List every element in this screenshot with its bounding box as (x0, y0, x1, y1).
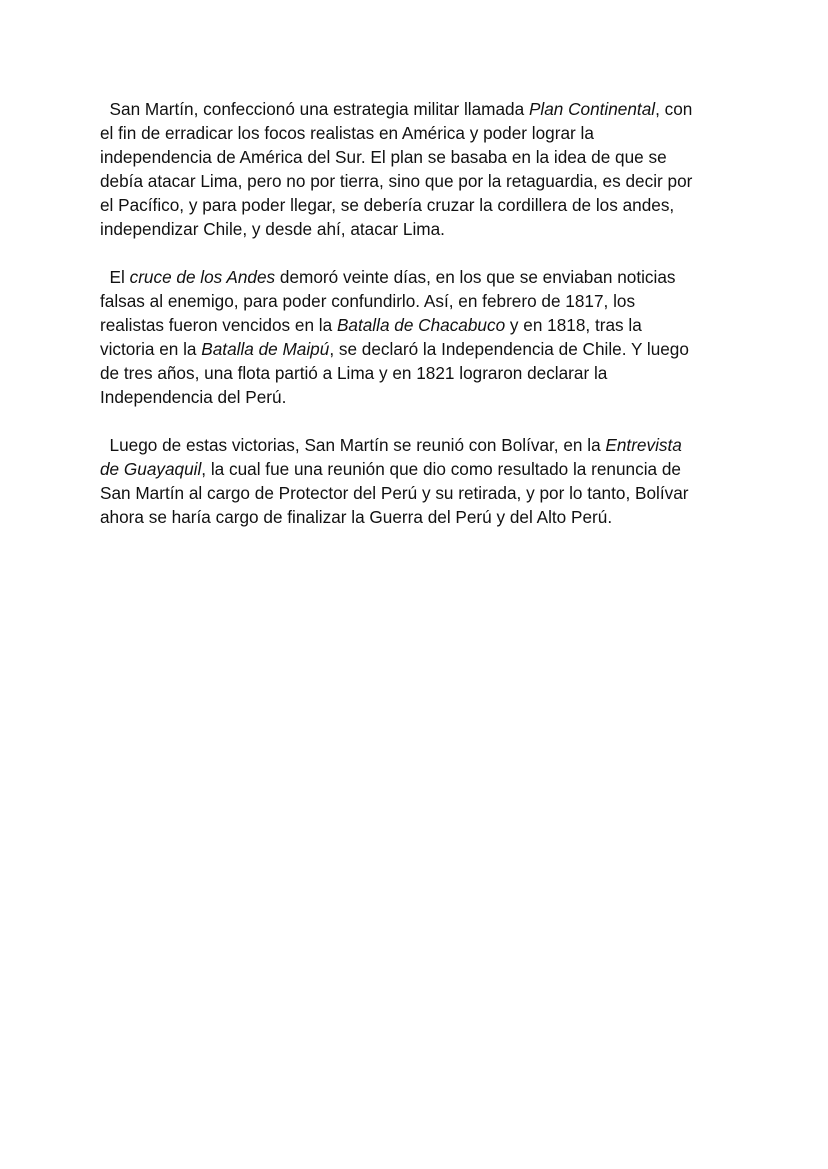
italic-term: Batalla de Maipú (201, 339, 330, 359)
text-run: San Martín, confeccionó una estrategia militar llamada (100, 99, 529, 119)
text-run: , se declaró la Independencia de Chile. Y luego (329, 339, 689, 359)
text-run: Independencia del Perú. (100, 387, 287, 407)
text-line (100, 457, 728, 481)
italic-term: Batalla de Chacabuco (336, 315, 506, 335)
text-run: debía atacar Lima, pero no por tierra, sino que por la retaguardia, es decir por (100, 171, 693, 191)
text-run: San Martín al cargo de Protector del Perú y su retirada, y por lo tanto, Bolívar (100, 483, 689, 503)
text-run: El (100, 267, 130, 287)
italic-term: Entrevista (605, 435, 682, 455)
italic-term: Plan Continental (528, 99, 656, 119)
text-line (100, 121, 728, 145)
text-run: de tres años, una flota partió a Lima y en 1821 lograron declarar la (100, 363, 608, 383)
text-run: Luego de estas victorias, San Martín se reunió con Bolívar, en la (100, 435, 606, 455)
text-line (100, 385, 728, 409)
text-line (100, 481, 728, 505)
text-run: falsas al enemigo, para poder confundirlo. Así, en febrero de 1817, los (100, 291, 636, 311)
text-run: ahora se haría cargo de finalizar la Guerra del Perú y del Alto Perú. (100, 507, 613, 527)
text-run: el Pacífico, y para poder llegar, se debería cruzar la cordillera de los andes, (100, 195, 675, 215)
paragraph-1 (100, 97, 728, 241)
text-run: , la cual fue una reunión que dio como resultado la renuncia de (201, 459, 681, 479)
paragraph-3 (100, 433, 728, 529)
text-line (100, 265, 728, 289)
text-line (100, 217, 728, 241)
italic-term: de Guayaquil (100, 459, 202, 479)
text-run: independizar Chile, y desde ahí, atacar Lima. (100, 219, 445, 239)
text-line (100, 433, 728, 457)
text-run: , con (655, 99, 693, 119)
text-line (100, 97, 728, 121)
text-line (100, 313, 728, 337)
text-run: victoria en la (100, 339, 202, 359)
text-line (100, 169, 728, 193)
paragraph-2 (100, 265, 728, 409)
text-run: y en 1818, tras la (505, 315, 642, 335)
text-run: el fin de erradicar los focos realistas en América y poder lograr la (100, 123, 594, 143)
text-run: demoró veinte días, en los que se enviaban noticias (275, 267, 676, 287)
italic-term: cruce de los Andes (129, 267, 276, 287)
text-line (100, 193, 728, 217)
text-line (100, 337, 728, 361)
document-body (100, 97, 728, 553)
text-run: realistas fueron vencidos en la (100, 315, 337, 335)
text-line (100, 289, 728, 313)
text-run: independencia de América del Sur. El plan se basaba en la idea de que se (100, 147, 667, 167)
text-line (100, 145, 728, 169)
text-line (100, 505, 728, 529)
text-line (100, 361, 728, 385)
